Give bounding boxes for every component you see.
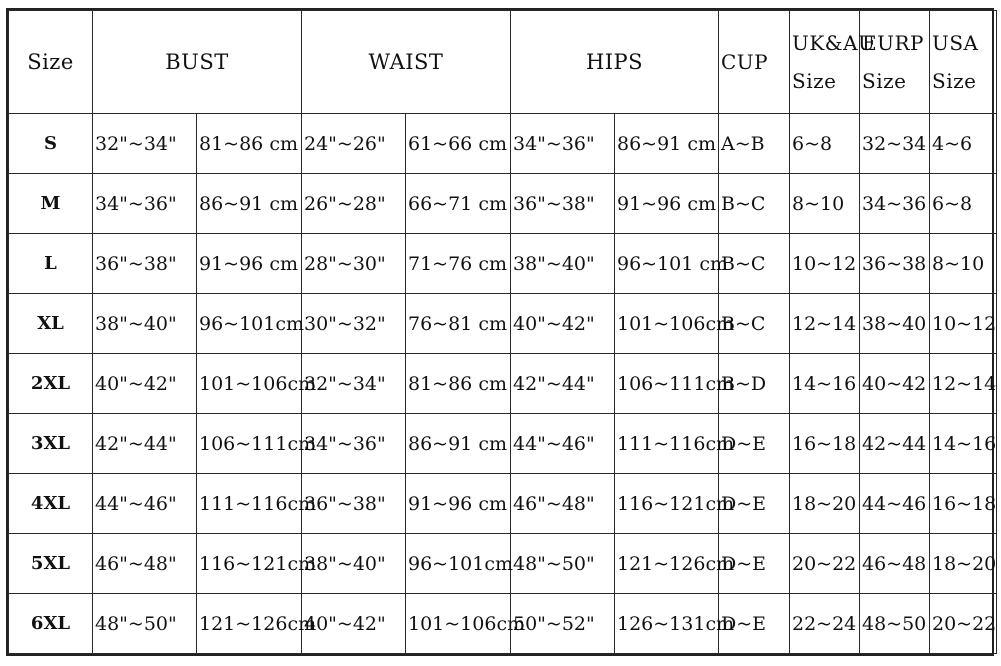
cell-bust-cm: 121~126cm: [197, 594, 302, 654]
cell-waist-in: 24"~26": [302, 114, 406, 174]
cell-usa: 10~12: [930, 294, 997, 354]
header-hips: HIPS: [511, 11, 719, 114]
cell-hips-cm: 101~106cm: [615, 294, 719, 354]
cell-bust-cm: 81~86 cm: [197, 114, 302, 174]
cell-hips-in: 50"~52": [511, 594, 615, 654]
cell-cup: A~B: [719, 114, 790, 174]
cell-bust-in: 42"~44": [93, 414, 197, 474]
cell-ukau: 22~24: [790, 594, 860, 654]
header-waist: WAIST: [302, 11, 511, 114]
cell-ukau: 6~8: [790, 114, 860, 174]
cell-hips-in: 36"~38": [511, 174, 615, 234]
cell-cup: D~E: [719, 474, 790, 534]
cell-eurp: 48~50: [860, 594, 930, 654]
cell-bust-cm: 111~116cm: [197, 474, 302, 534]
cell-ukau: 10~12: [790, 234, 860, 294]
cell-size: 4XL: [9, 474, 93, 534]
cell-hips-in: 44"~46": [511, 414, 615, 474]
size-chart: [6, 8, 997, 656]
cell-cup: D~E: [719, 534, 790, 594]
cell-cup: B~D: [719, 354, 790, 414]
cell-hips-cm: 116~121cm: [615, 474, 719, 534]
table-row: [9, 354, 997, 414]
cell-waist-cm: 71~76 cm: [406, 234, 511, 294]
table-row: [9, 414, 997, 474]
cell-bust-cm: 86~91 cm: [197, 174, 302, 234]
cell-hips-in: 38"~40": [511, 234, 615, 294]
table-row: [9, 174, 997, 234]
cell-waist-in: 38"~40": [302, 534, 406, 594]
cell-bust-cm: 96~101cm: [197, 294, 302, 354]
cell-waist-in: 26"~28": [302, 174, 406, 234]
header-usa: USA Size: [930, 11, 997, 114]
cell-eurp: 34~36: [860, 174, 930, 234]
cell-bust-in: 32"~34": [93, 114, 197, 174]
cell-size: L: [9, 234, 93, 294]
cell-bust-in: 48"~50": [93, 594, 197, 654]
cell-ukau: 20~22: [790, 534, 860, 594]
size-rows: [9, 114, 997, 654]
cell-usa: 8~10: [930, 234, 997, 294]
cell-bust-in: 46"~48": [93, 534, 197, 594]
cell-eurp: 46~48: [860, 534, 930, 594]
cell-waist-in: 30"~32": [302, 294, 406, 354]
header-cup: CUP: [719, 11, 790, 114]
table-row: [9, 534, 997, 594]
cell-waist-cm: 81~86 cm: [406, 354, 511, 414]
cell-waist-in: 28"~30": [302, 234, 406, 294]
cell-waist-cm: 91~96 cm: [406, 474, 511, 534]
cell-waist-cm: 76~81 cm: [406, 294, 511, 354]
cell-waist-cm: 96~101cm: [406, 534, 511, 594]
cell-eurp: 40~42: [860, 354, 930, 414]
cell-eurp: 36~38: [860, 234, 930, 294]
cell-hips-cm: 111~116cm: [615, 414, 719, 474]
cell-hips-in: 46"~48": [511, 474, 615, 534]
header-size: Size: [9, 11, 93, 114]
cell-size: 2XL: [9, 354, 93, 414]
cell-size: XL: [9, 294, 93, 354]
cell-bust-in: 34"~36": [93, 174, 197, 234]
cell-hips-in: 42"~44": [511, 354, 615, 414]
cell-hips-cm: 126~131cm: [615, 594, 719, 654]
cell-size: 5XL: [9, 534, 93, 594]
size-chart-table: [8, 10, 997, 654]
cell-cup: B~C: [719, 234, 790, 294]
cell-waist-in: 34"~36": [302, 414, 406, 474]
cell-usa: 14~16: [930, 414, 997, 474]
header-row: [9, 11, 997, 114]
table-row: [9, 474, 997, 534]
cell-eurp: 32~34: [860, 114, 930, 174]
table-row: [9, 114, 997, 174]
cell-usa: 16~18: [930, 474, 997, 534]
cell-size: 3XL: [9, 414, 93, 474]
cell-bust-in: 44"~46": [93, 474, 197, 534]
header-bust: BUST: [93, 11, 302, 114]
cell-bust-cm: 101~106cm: [197, 354, 302, 414]
cell-ukau: 12~14: [790, 294, 860, 354]
cell-eurp: 42~44: [860, 414, 930, 474]
cell-ukau: 18~20: [790, 474, 860, 534]
cell-eurp: 38~40: [860, 294, 930, 354]
cell-ukau: 16~18: [790, 414, 860, 474]
cell-waist-cm: 61~66 cm: [406, 114, 511, 174]
table-row: [9, 294, 997, 354]
cell-cup: B~C: [719, 174, 790, 234]
cell-usa: 6~8: [930, 174, 997, 234]
cell-hips-cm: 91~96 cm: [615, 174, 719, 234]
cell-bust-in: 40"~42": [93, 354, 197, 414]
cell-usa: 4~6: [930, 114, 997, 174]
cell-hips-cm: 106~111cm: [615, 354, 719, 414]
cell-bust-cm: 116~121cm: [197, 534, 302, 594]
cell-hips-in: 48"~50": [511, 534, 615, 594]
cell-bust-in: 38"~40": [93, 294, 197, 354]
cell-waist-in: 36"~38": [302, 474, 406, 534]
cell-hips-in: 34"~36": [511, 114, 615, 174]
cell-eurp: 44~46: [860, 474, 930, 534]
cell-waist-in: 32"~34": [302, 354, 406, 414]
cell-usa: 20~22: [930, 594, 997, 654]
cell-waist-cm: 86~91 cm: [406, 414, 511, 474]
cell-hips-cm: 96~101 cm: [615, 234, 719, 294]
table-row: [9, 594, 997, 654]
cell-size: M: [9, 174, 93, 234]
cell-hips-cm: 121~126cm: [615, 534, 719, 594]
cell-hips-in: 40"~42": [511, 294, 615, 354]
cell-ukau: 14~16: [790, 354, 860, 414]
cell-waist-cm: 101~106cm: [406, 594, 511, 654]
cell-bust-in: 36"~38": [93, 234, 197, 294]
cell-usa: 12~14: [930, 354, 997, 414]
header-eurp: EURP Size: [860, 11, 930, 114]
header-ukau: UK&AU Size: [790, 11, 860, 114]
table-row: [9, 234, 997, 294]
cell-hips-cm: 86~91 cm: [615, 114, 719, 174]
cell-bust-cm: 91~96 cm: [197, 234, 302, 294]
cell-cup: D~E: [719, 414, 790, 474]
cell-waist-in: 40"~42": [302, 594, 406, 654]
cell-ukau: 8~10: [790, 174, 860, 234]
cell-size: S: [9, 114, 93, 174]
cell-bust-cm: 106~111cm: [197, 414, 302, 474]
cell-usa: 18~20: [930, 534, 997, 594]
cell-cup: D~E: [719, 594, 790, 654]
cell-waist-cm: 66~71 cm: [406, 174, 511, 234]
cell-size: 6XL: [9, 594, 93, 654]
cell-cup: B~C: [719, 294, 790, 354]
